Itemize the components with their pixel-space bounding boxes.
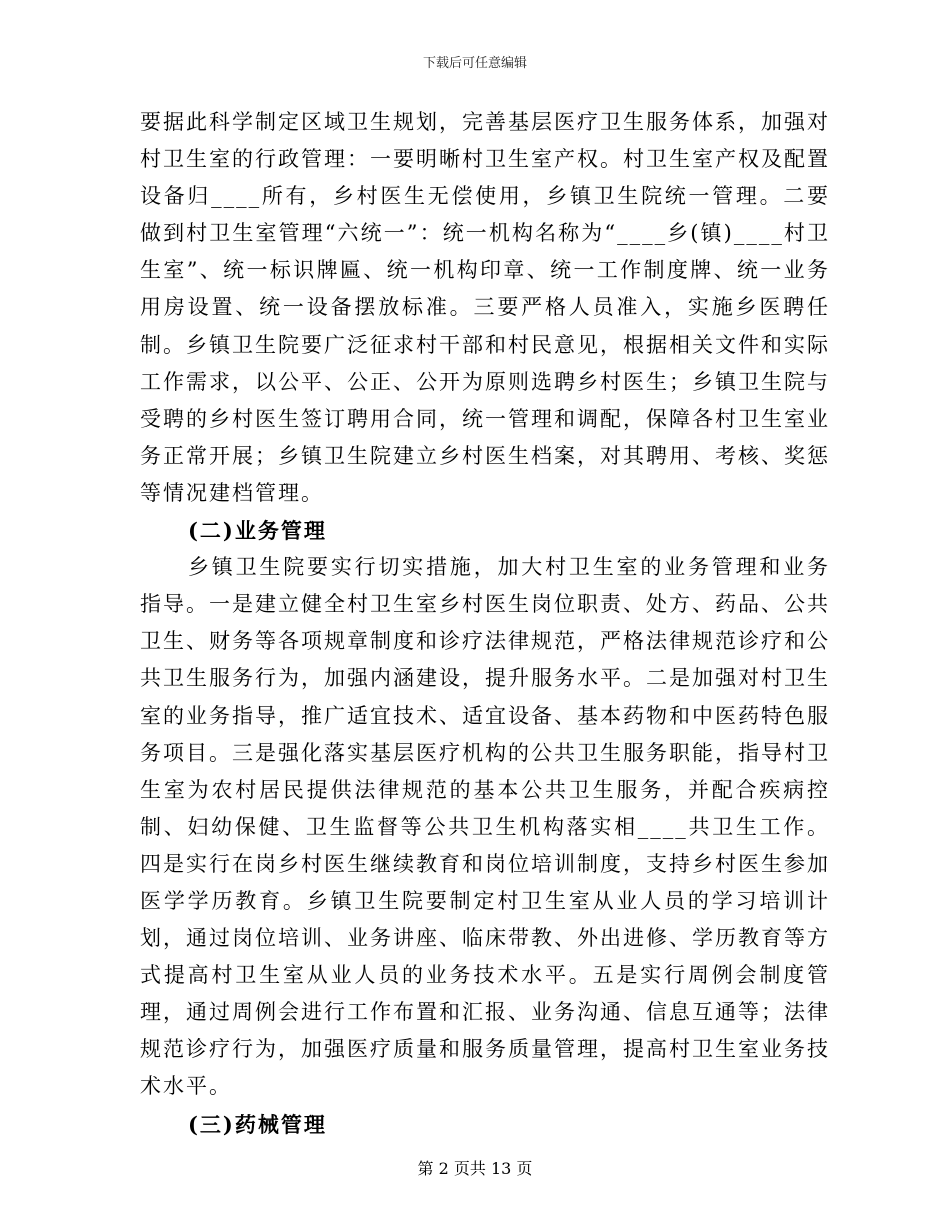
paragraph-admin-management: 要据此科学制定区域卫生规划，完善基层医疗卫生服务体系，加强对村卫生室的行政管理：一要明晰村卫生室产权。村卫生室产权及配置设备归____所有，乡村医生无偿使用，乡镇卫生院统一管理。二要做到村卫生室管理“六统一”：统一机构名称为“____乡(镇)____村卫生室”、统一标识牌匾、统一机构印章、统一工作制度牌、统一业务用房设置、统一设备摆放标准。三要严格人员准入，实施乡医聘任制。乡镇卫生院要广泛征求村干部和村民意见，根据相关文件和实际工作需求，以公平、公正、公开为原则选聘乡村医生；乡镇卫生院与受聘的乡村医生签订聘用合同，统一管理和调配，保障各村卫生室业务正常开展；乡镇卫生院建立乡村医生档案，对其聘用、考核、奖惩等情况建档管理。 <box>140 110 830 505</box>
document-body <box>140 104 830 1143</box>
page-number-footer: 第 2 页共 13 页 <box>417 1159 533 1178</box>
section-heading-drug-management: (三)药械管理 <box>188 1111 327 1137</box>
section-heading-business-management: (二)业务管理 <box>188 518 327 544</box>
paragraph-business-management: 乡镇卫生院要实行切实措施，加大村卫生室的业务管理和业务指导。一是建立健全村卫生室乡村医生岗位职责、处方、药品、公共卫生、财务等各项规章制度和诊疗法律规范，严格法律规范诊疗和公共卫生服务行为，加强内涵建设，提升服务水平。二是加强对村卫生室的业务指导，推广适宜技术、适宜设备、基本药物和中医药特色服务项目。三是强化落实基层医疗机构的公共卫生服务职能，指导村卫生室为农村居民提供法律规范的基本公共卫生服务，并配合疾病控制、妇幼保健、卫生监督等公共卫生机构落实相____共卫生工作。四是实行在岗乡村医生继续教育和岗位培训制度，支持乡村医生参加医学学历教育。乡镇卫生院要制定村卫生室从业人员的学习培训计划，通过岗位培训、业务讲座、临床带教、外出进修、学历教育等方式提高村卫生室从业人员的业务技术水平。五是实行周例会制度管理，通过周例会进行工作布置和汇报、业务沟通、信息互通等；法律规范诊疗行为，加强医疗质量和服务质量管理，提高村卫生室业务技术水平。 <box>140 555 830 1099</box>
page-header: 下载后可任意编辑 <box>422 56 527 71</box>
